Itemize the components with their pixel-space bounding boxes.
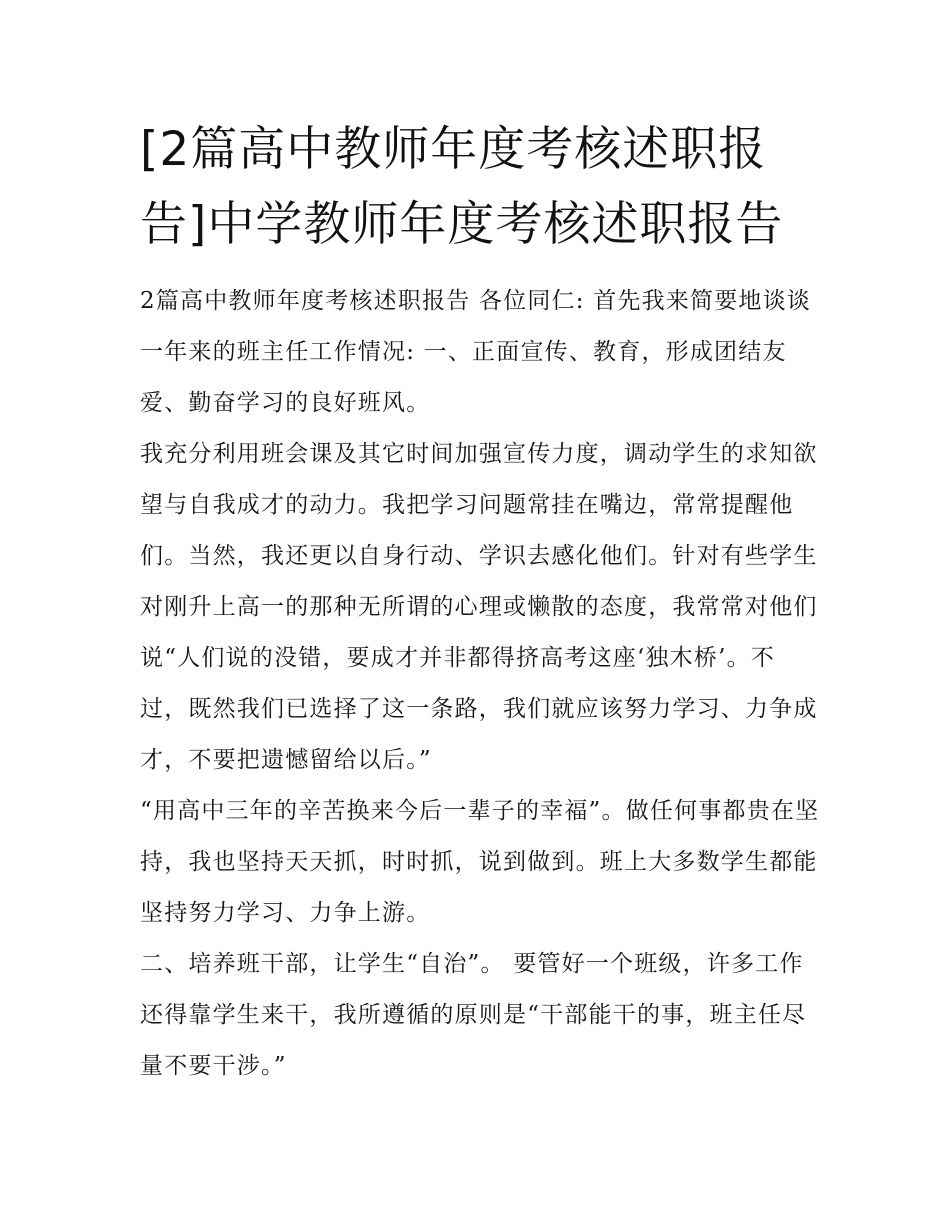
paragraph-publicity: 我充分利用班会课及其它时间加强宣传力度，调动学生的求知欲望与自我成才的动力。我把学习问题常挂在嘴边，常常提醒他们。当然，我还更以自身行动、学识去感化他们。针对有些学生对刚升上高一的那种无所谓的心理或懒散的态度，我常常对他们说“人们说的没错，要成才并非都得挤高考这座‘独木桥’。不过，既然我们已选择了这一条路，我们就应该努力学习、力争成才，不要把遗憾留给以后。”	[140, 441, 818, 773]
paragraph-persistence: “用高中三年的辛苦换来今后一辈子的幸福”。做任何事都贵在坚持，我也坚持天天抓，时时抓，说到做到。班上大多数学生都能坚持努力学习、力争上游。	[140, 798, 820, 926]
paragraph-class-cadres: 二、培养班干部，让学生“自治”。 要管好一个班级，许多工作还得靠学生来干，我所遵循的原则是“干部能干的事，班主任尽量不要干涉。”	[140, 951, 807, 1079]
document-title: [2篇高中教师年度考核述职报告]中学教师年度考核述职报告	[140, 122, 784, 252]
paragraph-intro: 2篇高中教师年度考核述职报告 各位同仁: 首先我来简要地谈谈一年来的班主任工作情况: 一、正面宣传、教育，形成团结友爱、勤奋学习的良好班风。	[140, 288, 812, 416]
document-body	[140, 276, 820, 1092]
